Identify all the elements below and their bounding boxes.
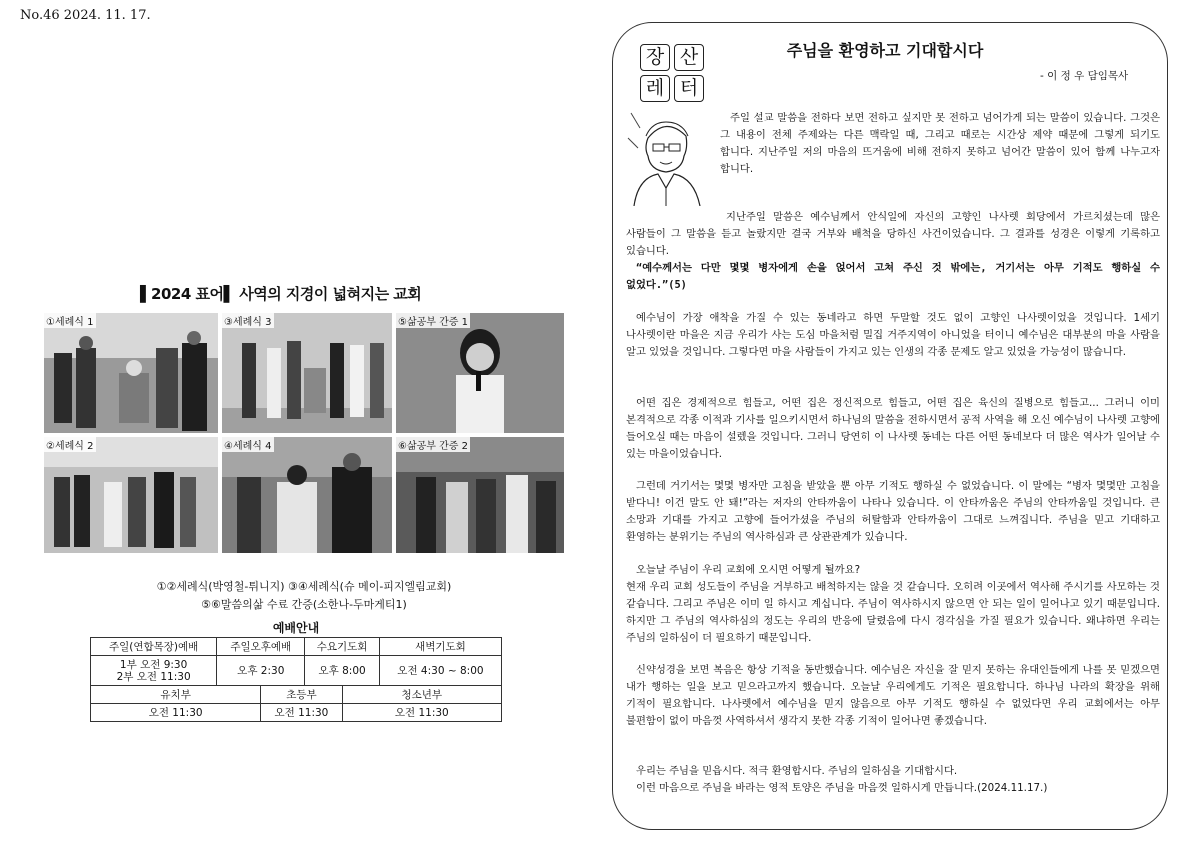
photo-testimony-1-image bbox=[396, 313, 564, 433]
photo-baptism-3 bbox=[222, 313, 392, 433]
schedule-header-wednesday: 수요기도회 bbox=[305, 638, 380, 656]
schedule-title: 예배안내 bbox=[91, 618, 502, 638]
schedule-header-youth: 청소년부 bbox=[342, 686, 501, 704]
photo-caption-line-2: ⑤⑥말씀의삶 수료 간증(소한나-두마게티1) bbox=[201, 598, 407, 611]
motto-title: ▌2024 표어▌ 사역의 지경이 넓혀지는 교회 bbox=[140, 285, 422, 303]
schedule-header-sunday: 주일(연합목장)예배 bbox=[91, 638, 217, 656]
schedule-dawn-time: 오전 4:30 ~ 8:00 bbox=[379, 656, 501, 686]
worship-schedule-table bbox=[90, 618, 502, 722]
table-row bbox=[91, 686, 502, 704]
photo-testimony-1 bbox=[396, 313, 564, 433]
letter-paragraph-7: 신약성경을 보면 복음은 항상 기적을 동반했습니다. 예수님은 자신을 잘 믿지 못하는 유대인들에게 나를 못 믿겠으면 내가 행하는 일을 보고 믿으라고까지 했습니다. 오늘날 우리에게도 기적은 필요합니다. 하나님 나라의 확장을 위해 기적이 필요합니다. 나사렛에서 예수님을 믿지 않음으로 아무 기적도 행하실 수 없었다면 우리 교회에서는 아무 불편함이 없이 마음껏 사역하셔서 생각지 못한 각종 기적이 일어나면 좋겠습니다. bbox=[626, 664, 1160, 727]
photo-testimony-2 bbox=[396, 437, 564, 553]
letter-paragraph-3: 예수님이 가장 애착을 가질 수 있는 동네라고 하면 두말할 것도 없이 고향인 나사렛이었을 것입니다. 1세기 나사렛이란 마을은 지금 우리가 사는 도심 마을처럼 밀집 거주지역이 아니었을 터이니 예수님은 대부분의 마을 사람을 알고 있었을 것입니다. 그렇다면 마을 사람들이 가지고 있는 인생의 각종 문제도 알고 있었을 가능성이 많습니다. bbox=[626, 312, 1160, 358]
schedule-header-dawn: 새벽기도회 bbox=[379, 638, 501, 656]
letter-paragraph-2: 지난주일 말씀은 예수님께서 안식일에 자신의 고향인 나사렛 회당에서 가르치셨는데 많은 사람들이 그 말씀을 듣고 놀랐지만 결국 거부와 배척을 당하신 사건이었습니다. 그 결과를 성경은 이렇게 기록하고 있습니다. bbox=[626, 211, 1160, 257]
letter-paragraph-5: 그런데 거기서는 몇몇 병자만 고침을 받았을 뿐 아무 기적도 행하실 수 없었습니다. 이 말에는 “병자 몇몇만 고침을 받다니! 이건 말도 안 돼!”라는 저자의 안타까움이 나타나 있습니다. 이 안타까움은 주님의 안타까움일 것입니다. 큰 소망과 기대를 가지고 고향에 들어가셨을 주님의 허탈함과 안타까움이 그대로 느껴집니다. 주님을 믿고 기대하고 환영하는 분위기는 주님의 역사하심과 큰 상관관계가 있습니다. bbox=[626, 480, 1160, 543]
photo-label-1: ①세례식 1 bbox=[44, 313, 96, 328]
schedule-youth-time: 오전 11:30 bbox=[342, 704, 501, 722]
schedule-wednesday-time: 오후 8:00 bbox=[305, 656, 380, 686]
photo-label-3: ③세례식 3 bbox=[222, 313, 274, 328]
letter-paragraph-4: 어떤 집은 경제적으로 힘들고, 어떤 집은 정신적으로 힘들고, 어떤 집은 육신의 질병으로 힘들고... 그러니 이미 본격적으로 각종 이적과 기사를 일으키시면서 하나님의 말씀을 전하시면서 공적 사역을 해 오신 예수님이 나사렛 고향에 들어오실 때는 마음이 설렜을 것입니다. 그러니 당연히 이 나사렛 동네는 다른 어떤 동네보다 더 많은 역사가 일어날 수 있는 마을이었습니다. bbox=[626, 397, 1160, 460]
letter-author: - 이 정 우 담임목사 bbox=[1040, 70, 1129, 82]
letter-closing-1: 우리는 주님을 믿읍시다. 적극 환영합시다. 주님의 일하심을 기대합시다. bbox=[636, 765, 958, 777]
photo-grid bbox=[44, 313, 564, 553]
table-row bbox=[91, 656, 502, 686]
letter-closing-2: 이런 마음으로 주님을 바라는 영적 토양은 주님을 마음껏 일하시게 만듭니다.(2024.11.17.) bbox=[636, 782, 1048, 794]
schedule-sunday-times bbox=[91, 656, 217, 686]
photo-baptism-1 bbox=[44, 313, 218, 433]
badge-char-3: 레 bbox=[640, 75, 670, 102]
letter-scripture-quote: “예수께서는 다만 몇몇 병자에게 손을 얹어서 고쳐 주신 것 밖에는, 거기서는 아무 기적도 행하실 수 없었다.”(5) bbox=[626, 262, 1160, 291]
schedule-header-afternoon: 주일오후예배 bbox=[217, 638, 305, 656]
photo-baptism-4-image bbox=[222, 437, 392, 553]
schedule-header-kindergarten: 유치부 bbox=[91, 686, 261, 704]
photo-testimony-2-image bbox=[396, 437, 564, 553]
schedule-sunday-first: 1부 오전 9:30 bbox=[119, 658, 188, 671]
issue-number: No.46 2024. 11. 17. bbox=[20, 8, 151, 23]
schedule-header-elementary: 초등부 bbox=[261, 686, 342, 704]
table-row bbox=[91, 704, 502, 722]
letter-paragraph-6: 현재 우리 교회 성도들이 주님을 거부하고 배척하지는 않을 것 같습니다. 오히려 이곳에서 역사해 주시기를 사모하는 것 같습니다. 그리고 주님은 이미 일 하시고 계십니다. 주님이 역사하시지 않으면 안 되는 일이 일어나고 있기 때문입니다. 하지만 그 주님의 역사하심의 정도는 우리의 반응에 달렸음에 다시 경각심을 가질 필요가 있습니다. 왜냐하면 우리는 주님의 일하심이 더 필요하기 때문입니다. bbox=[626, 581, 1160, 644]
photo-caption-line-1: ①②세례식(박영철-튀니지) ③④세례식(슈 메이-피지엘림교회) bbox=[156, 580, 452, 593]
photo-label-2: ②세례식 2 bbox=[44, 437, 96, 452]
badge-char-1: 장 bbox=[640, 44, 670, 71]
photo-label-4: ④세례식 4 bbox=[222, 437, 274, 452]
table-row bbox=[91, 638, 502, 656]
photo-baptism-2-image bbox=[44, 437, 218, 553]
photo-baptism-1-image bbox=[44, 313, 218, 433]
photo-label-6: ⑥삶공부 간증 2 bbox=[396, 437, 470, 452]
photo-label-5: ⑤삶공부 간증 1 bbox=[396, 313, 470, 328]
schedule-elementary-time: 오전 11:30 bbox=[261, 704, 342, 722]
photo-baptism-2 bbox=[44, 437, 218, 553]
schedule-kindergarten-time: 오전 11:30 bbox=[91, 704, 261, 722]
photo-baptism-3-image bbox=[222, 313, 392, 433]
pastor-portrait bbox=[626, 108, 706, 206]
schedule-afternoon-time: 오후 2:30 bbox=[217, 656, 305, 686]
letter-title: 주님을 환영하고 기대합시다 bbox=[786, 41, 984, 60]
letter-paragraph-1: 주일 설교 말씀을 전하다 보면 전하고 싶지만 못 전하고 넘어가게 되는 말씀이 있습니다. 그것은 그 내용이 전체 주제와는 다른 맥락일 때, 그리고 때로는 시간상 제약 때문에 그렇게 되기도 합니다. 지난주일 저의 마음의 뜨거움에 비해 전하지 못하고 넘어간 말씀이 있어 함께 나누고자 합니다. bbox=[720, 112, 1160, 175]
pastor-portrait-drawing bbox=[626, 108, 706, 206]
letter-question: 오늘날 주님이 우리 교회에 오시면 어떻게 될까요? bbox=[636, 564, 861, 576]
badge-char-2: 산 bbox=[674, 44, 704, 71]
schedule-sunday-second: 2부 오전 11:30 bbox=[116, 670, 191, 683]
badge-char-4: 터 bbox=[674, 75, 704, 102]
photo-baptism-4 bbox=[222, 437, 392, 553]
